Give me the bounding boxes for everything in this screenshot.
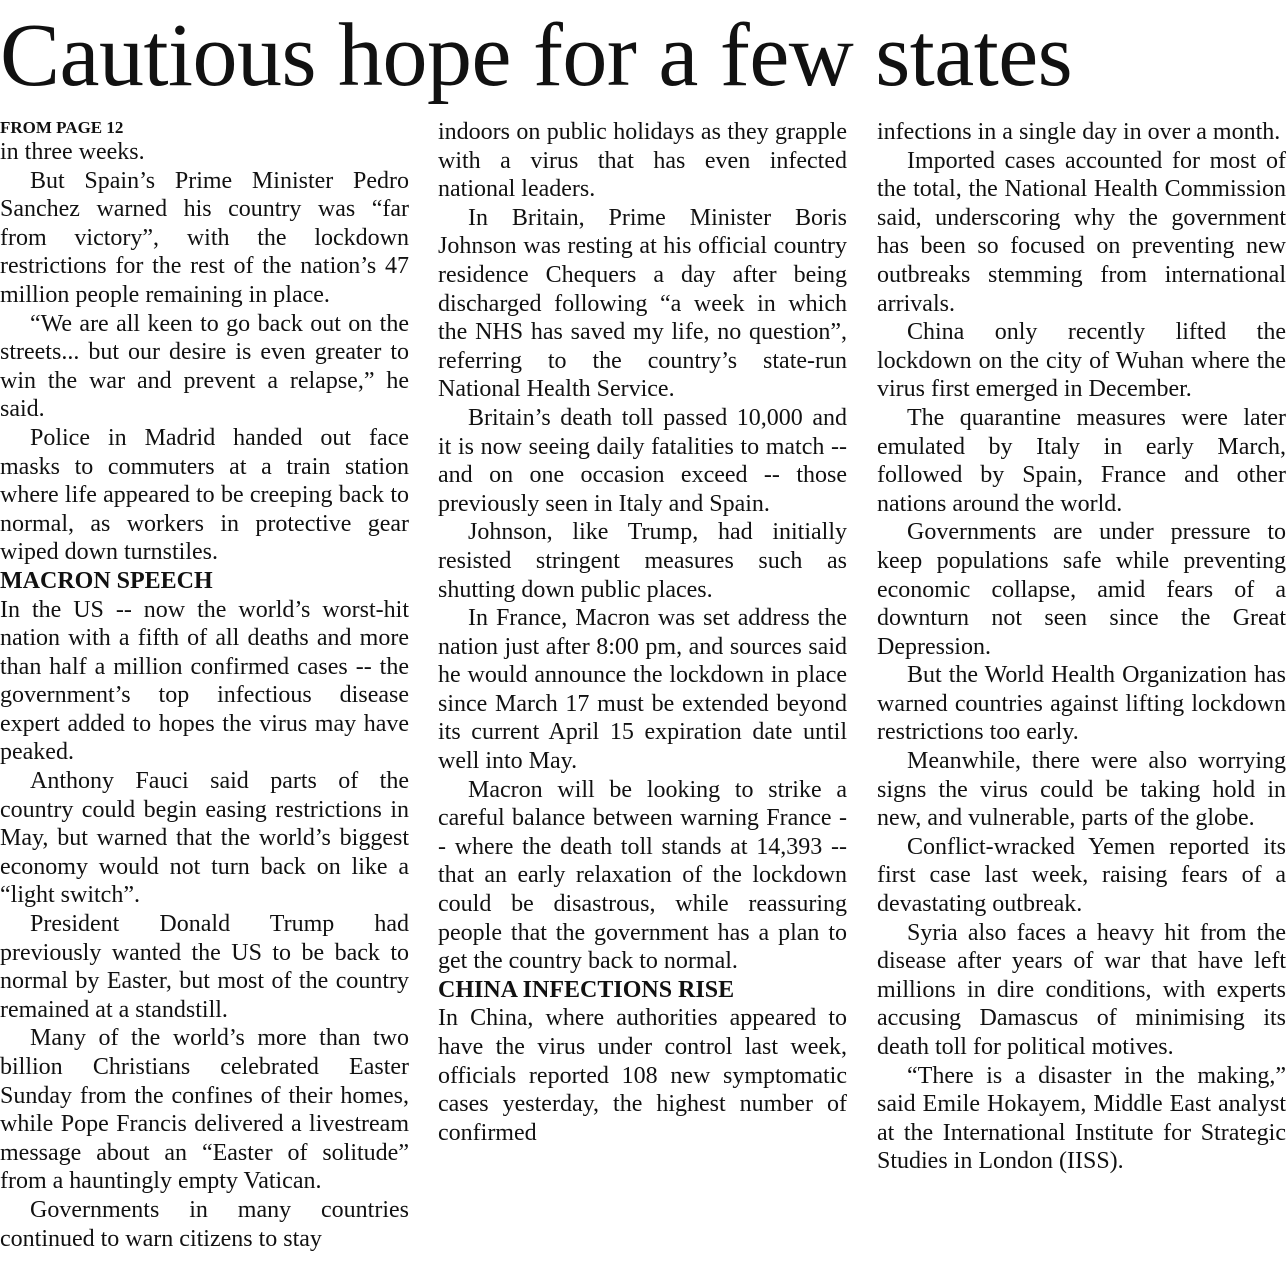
- paragraph: Police in Madrid handed out face masks to commuters at a train station where life appeared to be creeping back to normal, as workers in protective gear wiped down turnstiles.: [0, 424, 409, 566]
- paragraph: Many of the world’s more than two billion Christians celebrated Easter Sunday from the confines of their homes, while Pope Francis delivered a livestream message about an “Easter of solitude” from a hauntingly empty Vatican.: [0, 1025, 409, 1195]
- paragraph: But Spain’s Prime Minister Pedro Sanchez warned his country was “far from victory”, with the lockdown restrictions for the rest of the nation’s 47 million people remaining in place.: [0, 167, 409, 308]
- paragraph: in three weeks.: [0, 139, 145, 165]
- subheading-china-infections: CHINA INFECTIONS RISE: [438, 976, 735, 1003]
- paragraph: In the US -- now the world’s worst-hit nation with a fifth of all deaths and more than half a million confirmed cases -- the government’s top infectious disease expert added to hopes the virus may have peaked.: [0, 596, 409, 766]
- paragraph: In France, Macron was set address the nation just after 8:00 pm, and sources said he would announce the lockdown in place since March 17 must be extended beyond its current April 15 expiration date until well into May.: [438, 605, 847, 775]
- paragraph: In Britain, Prime Minister Boris Johnson was resting at his official country residence Chequers a day after being discharged following “a week in which the NHS has saved my life, no question”, referring to the country’s state-run National Health Service.: [438, 204, 847, 403]
- paragraph: In China, where authorities appeared to have the virus under control last week, officials reported 108 new symptomatic cases yesterday, the highest number of confirmed: [438, 1005, 847, 1146]
- article-column-2: [438, 118, 847, 1268]
- paragraph: Anthony Fauci said parts of the country could begin easing restrictions in May, but warned that the world’s biggest economy would not turn back on like a “light switch”.: [0, 768, 409, 909]
- paragraph: Governments are under pressure to keep populations safe while preventing economic collapse, amid fears of a downturn not seen since the Great Depression.: [877, 519, 1286, 660]
- article-column-1: [0, 118, 409, 1268]
- continued-from-label: FROM PAGE 12: [0, 118, 124, 137]
- paragraph: But the World Health Organization has warned countries against lifting lockdown restrictions too early.: [877, 662, 1286, 746]
- article-column-3: [877, 118, 1286, 1268]
- paragraph: China only recently lifted the lockdown on the city of Wuhan where the virus first emerged in December.: [877, 319, 1286, 403]
- paragraph: Syria also faces a heavy hit from the disease after years of war that have left millions in dire conditions, with experts accusing Damascus of minimising its death toll for political motives.: [877, 919, 1286, 1060]
- paragraph: “We are all keen to go back out on the streets... but our desire is even greater to win the war and prevent a relapse,” he said.: [0, 310, 409, 423]
- paragraph: Macron will be looking to strike a careful balance between warning France -- where the death toll stands at 14,393 -- that an early relaxation of the lockdown could be disastrous, while reassuring people that the government has a plan to get the country back to normal.: [438, 776, 847, 975]
- paragraph: Johnson, like Trump, had initially resisted stringent measures such as shutting down public places.: [438, 519, 847, 603]
- paragraph: “There is a disaster in the making,” said Emile Hokayem, Middle East analyst at the International Institute for Strategic Studies in London (IISS).: [877, 1062, 1286, 1175]
- subheading-macron-speech: MACRON SPEECH: [0, 567, 213, 594]
- paragraph: infections in a single day in over a month.: [877, 119, 1281, 145]
- paragraph: Britain’s death toll passed 10,000 and it is now seeing daily fatalities to match -- and on one occasion exceed -- those previously seen in Italy and Spain.: [438, 404, 847, 517]
- headline: Cautious hope for a few states: [0, 6, 1073, 105]
- paragraph: Meanwhile, there were also worrying signs the virus could be taking hold in new, and vulnerable, parts of the globe.: [877, 748, 1286, 832]
- paragraph: Imported cases accounted for most of the total, the National Health Commission said, underscoring why the government has been so focused on preventing new outbreaks stemming from international arrivals.: [877, 147, 1286, 317]
- paragraph: Conflict-wracked Yemen reported its first case last week, raising fears of a devastating outbreak.: [877, 833, 1286, 918]
- paragraph: indoors on public holidays as they grapple with a virus that has even infected national leaders.: [438, 119, 847, 203]
- paragraph: Governments in many countries continued to warn citizens to stay: [0, 1196, 409, 1252]
- paragraph: The quarantine measures were later emulated by Italy in early March, followed by Spain, France and other nations around the world.: [877, 404, 1286, 517]
- paragraph: President Donald Trump had previously wanted the US to be back to normal by Easter, but most of the country remained at a standstill.: [0, 911, 409, 1023]
